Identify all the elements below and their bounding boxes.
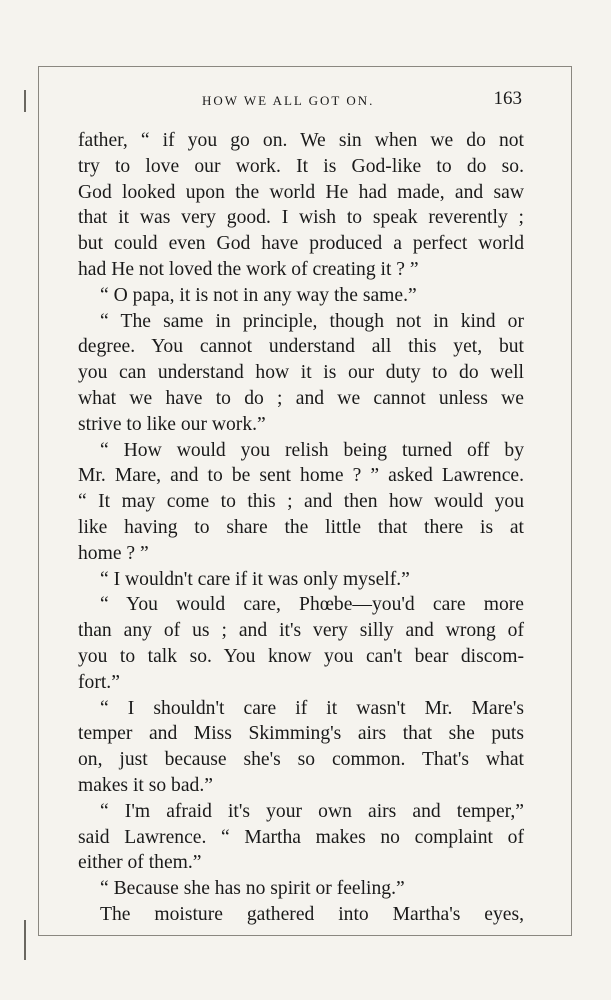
page-header (80, 88, 522, 112)
text-line: “ You would care, Phœbe—you'd care more (100, 594, 524, 616)
text-line: degree. You cannot understand all this yet, but (78, 336, 524, 358)
text-line: than any of us ; and it's very silly and wrong of (78, 620, 524, 642)
text-line: makes it so bad.” (78, 774, 213, 796)
text-line: had He not loved the work of creating it ? ” (78, 258, 419, 280)
text-line: temper and Miss Skimming's airs that she puts (78, 723, 524, 745)
text-line: “ Because she has no spirit or feeling.” (100, 878, 405, 900)
text-line: you can understand how it is our duty to do well (78, 362, 524, 384)
text-line: like having to share the little that there is at (78, 516, 524, 538)
text-line: you to talk so. You know you can't bear discom- (78, 645, 524, 667)
text-line: “ How would you relish being turned off by (100, 439, 524, 461)
text-line: fort.” (78, 671, 120, 693)
text-line: try to love our work. It is God-like to do so. (78, 155, 524, 177)
text-line: “ I wouldn't care if it was only myself.” (100, 568, 410, 590)
text-line: “ I'm afraid it's your own airs and temper,” (100, 800, 524, 822)
text-line: “ I shouldn't care if it wasn't Mr. Mare's (100, 697, 524, 719)
text-line: “ The same in principle, though not in kind or (100, 310, 524, 332)
text-line: that it was very good. I wish to speak reverently ; (78, 207, 524, 229)
text-line: father, “ if you go on. We sin when we do not (78, 130, 524, 151)
text-line: The moisture gathered into Martha's eyes, (100, 903, 524, 925)
text-line: strive to like our work.” (78, 413, 266, 435)
text-line: home ? ” (78, 542, 149, 564)
gutter-mark (24, 920, 26, 960)
page-number: 163 (493, 88, 522, 109)
text-line: Mr. Mare, and to be sent home ? ” asked Lawrence. (78, 465, 524, 487)
text-line: God looked upon the world He had made, and saw (78, 181, 524, 203)
gutter-mark (24, 90, 26, 112)
text-line: “ O papa, it is not in any way the same.” (100, 284, 417, 306)
text-line: but could even God have produced a perfect world (78, 233, 524, 255)
text-line: on, just because she's so common. That's what (78, 749, 524, 771)
text-line: “ It may come to this ; and then how would you (78, 491, 524, 513)
text-line: said Lawrence. “ Martha makes no complaint of (78, 826, 524, 848)
body-text (78, 128, 524, 928)
text-line: what we have to do ; and we cannot unless we (78, 387, 524, 409)
running-head: HOW WE ALL GOT ON. (202, 93, 375, 108)
text-line: either of them.” (78, 852, 202, 874)
